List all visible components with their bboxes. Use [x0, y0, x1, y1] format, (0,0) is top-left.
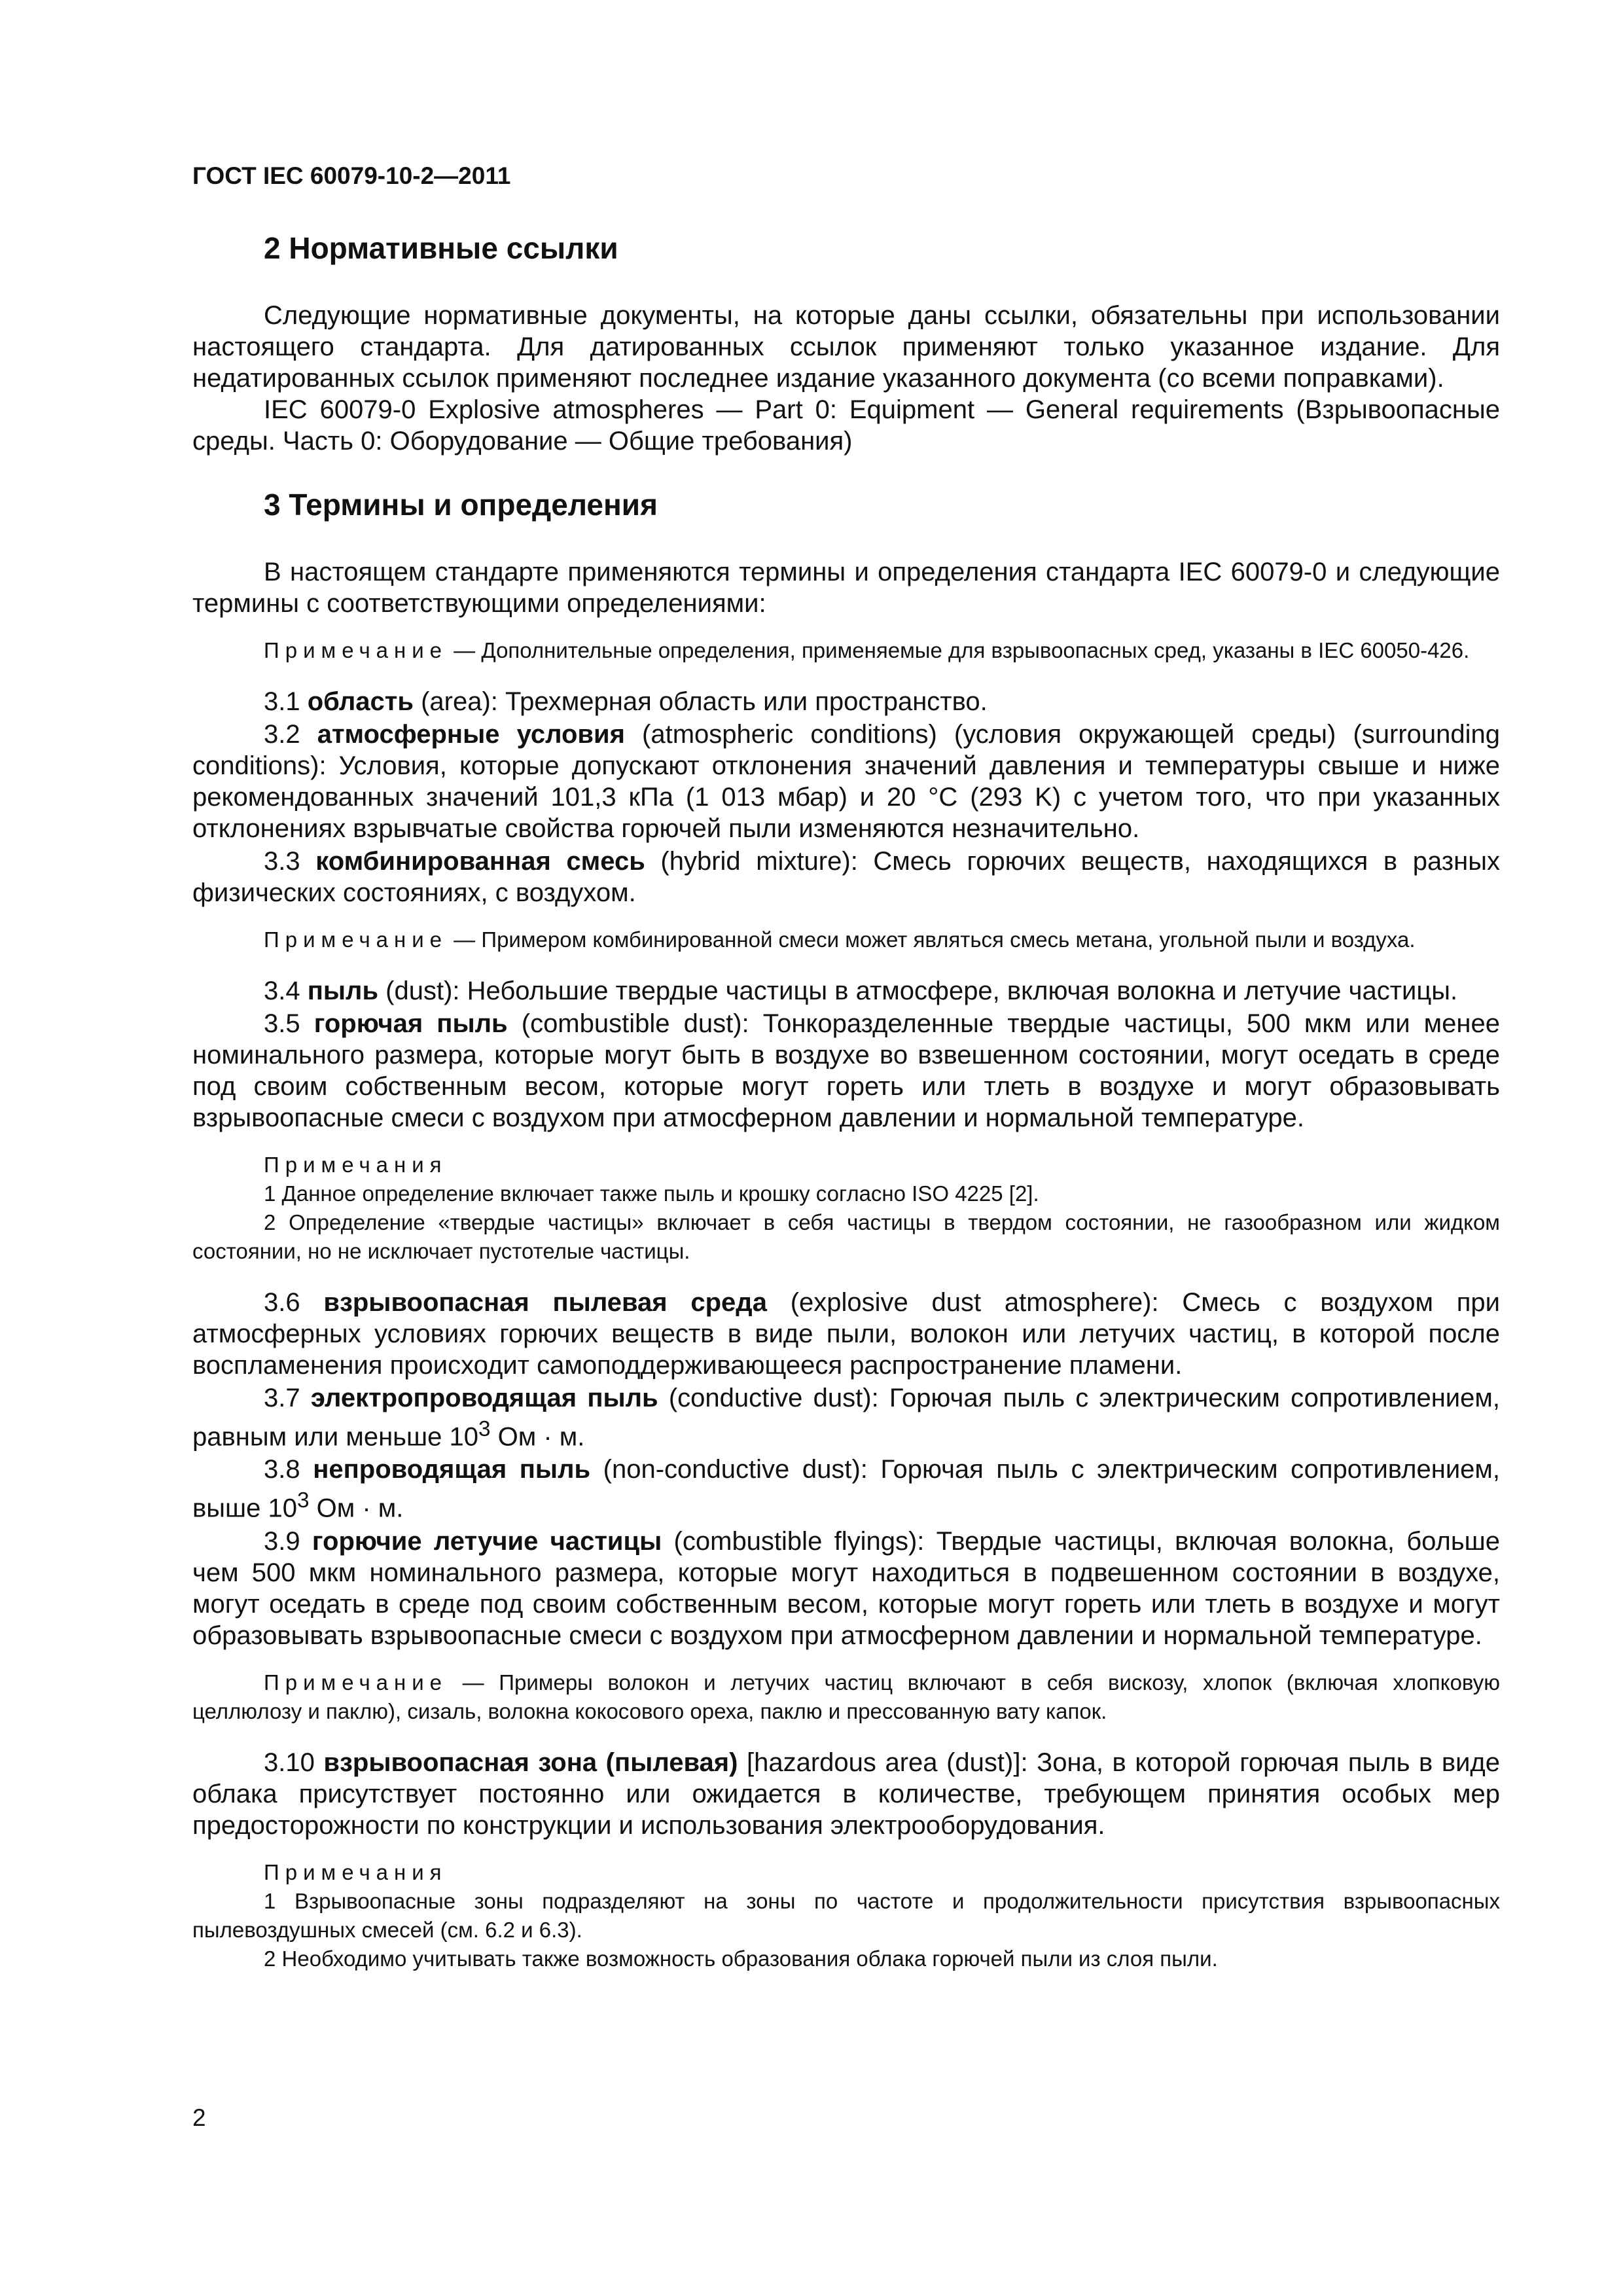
definition-term: непроводящая пыль	[313, 1455, 591, 1484]
definition-number: 3.5	[264, 1009, 314, 1038]
definition-text: (atmospheric conditions) (условия окружающей среды) (surrounding conditions): Условия, которые допускают отклонения значений давления и температуры свыше и ниже рекомендованных значений 101,3 кПа (1 013 мбар) и 20 °C (293 K) с учетом того, что при указанных отклонениях взрывчатые свойства горючей пыли изменяются незначительно.	[192, 720, 1501, 843]
note-item: 2 Определение «твердые частицы» включает в себя частицы в твердом состоянии, не газообразном или жидком состоянии, но не исключает пустотелые частицы.	[192, 1210, 1500, 1263]
section-normative-references	[192, 230, 1500, 457]
note-text: — Примеры волокон и летучих частиц включают в себя вискозу, хлопок (включая хлопковую целлюлозу и паклю), сизаль, волокна кокосового ореха, паклю и прессованную вату капок.	[192, 1670, 1500, 1723]
definition-text: (area): Трехмерная область или пространство.	[413, 687, 988, 716]
definition-number: 3.2	[264, 720, 317, 749]
definition-number: 3.9	[264, 1526, 312, 1556]
page-number: 2	[192, 2104, 206, 2131]
definition-3-9	[192, 1526, 1500, 1651]
definition-term: горючая пыль	[313, 1009, 508, 1038]
definition-text-tail: Ом · м.	[490, 1422, 585, 1452]
document-header: ГОСТ IEC 60079-10-2—2011	[192, 162, 511, 189]
definition-text: (explosive dust atmosphere): Смесь с воздухом при атмосферных условиях горючих веществ в виде пыли, волокон или летучих частиц, в которой после воспламенения происходит самоподдерживающееся распространение пламени.	[192, 1288, 1501, 1380]
section-title: 3 Термины и определения	[264, 488, 658, 522]
definition-3-6	[192, 1287, 1500, 1381]
definition-term: взрывоопасная пылевая среда	[323, 1288, 767, 1317]
definition-3-7	[192, 1382, 1500, 1452]
exponent: 3	[296, 1488, 310, 1513]
definition-number: 3.7	[264, 1384, 311, 1412]
definition-term: электропроводящая пыль	[310, 1384, 658, 1412]
notes-label: Примечания	[264, 1153, 448, 1177]
definition-term: взрывоопасная зона (пылевая)	[323, 1748, 738, 1777]
note-text: — Дополнительные определения, применяемые для взрывоопасных сред, указаны в IEC 60050-426.	[448, 638, 1470, 662]
definition-text: (combustible flyings): Твердые частицы, включая волокна, больше чем 500 мкм номинального размера, которые могут находиться в подвешенном состоянии в воздухе, могут оседать в среде под своим собственным весом, которые могут гореть или тлеть в воздухе и могут образовывать взрывоопасные смеси с воздухом при атмосферном давлении и нормальной температуре.	[192, 1526, 1501, 1650]
definition-text: (combustible dust): Тонкоразделенные твердые частицы, 500 мкм или менее номинального размера, которые могут быть в воздухе во взвешенном состоянии, могут оседать в среде под своим собственным весом, которые могут гореть или тлеть в воздухе и могут образовывать взрывоопасные смеси с воздухом при атмосферном давлении и нормальной температуре.	[192, 1009, 1501, 1132]
definition-3-10	[192, 1747, 1500, 1841]
definition-3-5	[192, 1008, 1500, 1134]
definition-text: (dust): Небольшие твердые частицы в атмосфере, включая волокна и летучие частицы.	[378, 977, 1458, 1005]
section-terms-definitions	[192, 487, 1500, 1973]
definition-number: 3.1	[264, 687, 308, 716]
note-item: 2 Необходимо учитывать также возможность образования облака горючей пыли из слоя пыли.	[264, 1946, 1218, 1971]
paragraph: Следующие нормативные документы, на которые даны ссылки, обязательны при использовании настоящего стандарта. Для датированных ссылок применяют только указанное издание. Для недатированных ссылок применяют последнее издание указанного документа (со всеми поправками).	[192, 301, 1500, 393]
definition-3-4	[192, 975, 1500, 1007]
exponent: 3	[478, 1417, 491, 1441]
definition-3-2	[192, 719, 1500, 844]
definition-3-1	[192, 686, 1500, 717]
note-label: Примечание	[264, 1670, 448, 1695]
definition-term: комбинированная смесь	[315, 847, 645, 876]
definition-text: [hazardous area (dust)]: Зона, в которой горючая пыль в виде облака присутствует постоянно или ожидается в количестве, требующем принятия особых мер предосторожности по конструкции и использования электрооборудования.	[192, 1748, 1500, 1840]
note	[192, 636, 1500, 665]
definition-term: горючие летучие частицы	[312, 1526, 662, 1556]
definition-term: атмосферные условия	[317, 720, 625, 749]
definition-number: 3.10	[264, 1748, 324, 1777]
section-title: 2 Нормативные ссылки	[264, 231, 618, 265]
definition-term: пыль	[307, 977, 379, 1005]
definition-number: 3.8	[264, 1455, 313, 1484]
note	[192, 925, 1500, 954]
definition-3-3	[192, 846, 1500, 908]
definition-text-tail: Ом · м.	[309, 1494, 404, 1523]
note	[192, 1668, 1500, 1726]
notes-block	[192, 1151, 1500, 1266]
definition-text: (hybrid mixture): Смесь горючих веществ, находящихся в разных физических состояниях, с воздухом.	[192, 847, 1500, 907]
note-label: Примечание	[264, 927, 448, 952]
paragraph: IEC 60079-0 Explosive atmospheres — Part 0: Equipment — General requirements (Взрывоопасные среды. Часть 0: Оборудование — Общие требования)	[192, 395, 1500, 456]
definition-number: 3.6	[264, 1288, 324, 1317]
note-item: 1 Взрывоопасные зоны подразделяют на зоны по частоте и продолжительности присутствия взрывоопасных пылевоздушных смесей (см. 6.2 и 6.3).	[192, 1888, 1500, 1942]
note-item: 1 Данное определение включает также пыль и крошку согласно ISO 4225 [2].	[264, 1181, 1039, 1206]
definition-3-8	[192, 1454, 1500, 1524]
paragraph: В настоящем стандарте применяются термины и определения стандарта IEC 60079-0 и следующие термины с соответствующими определениями:	[192, 558, 1500, 618]
definition-term: область	[307, 687, 414, 716]
note-label: Примечание	[264, 638, 448, 662]
definition-text: (conductive dust): Горючая пыль с электрическим сопротивлением, равным или меньше 10	[192, 1384, 1500, 1452]
notes-block	[192, 1858, 1500, 1973]
definition-text: (non-conductive dust): Горючая пыль с электрическим сопротивлением, выше 10	[192, 1455, 1501, 1523]
note-text: — Примером комбинированной смеси может являться смесь метана, угольной пыли и воздуха.	[448, 927, 1416, 952]
definition-number: 3.4	[264, 977, 308, 1005]
definition-number: 3.3	[264, 847, 316, 876]
notes-label: Примечания	[264, 1859, 448, 1884]
